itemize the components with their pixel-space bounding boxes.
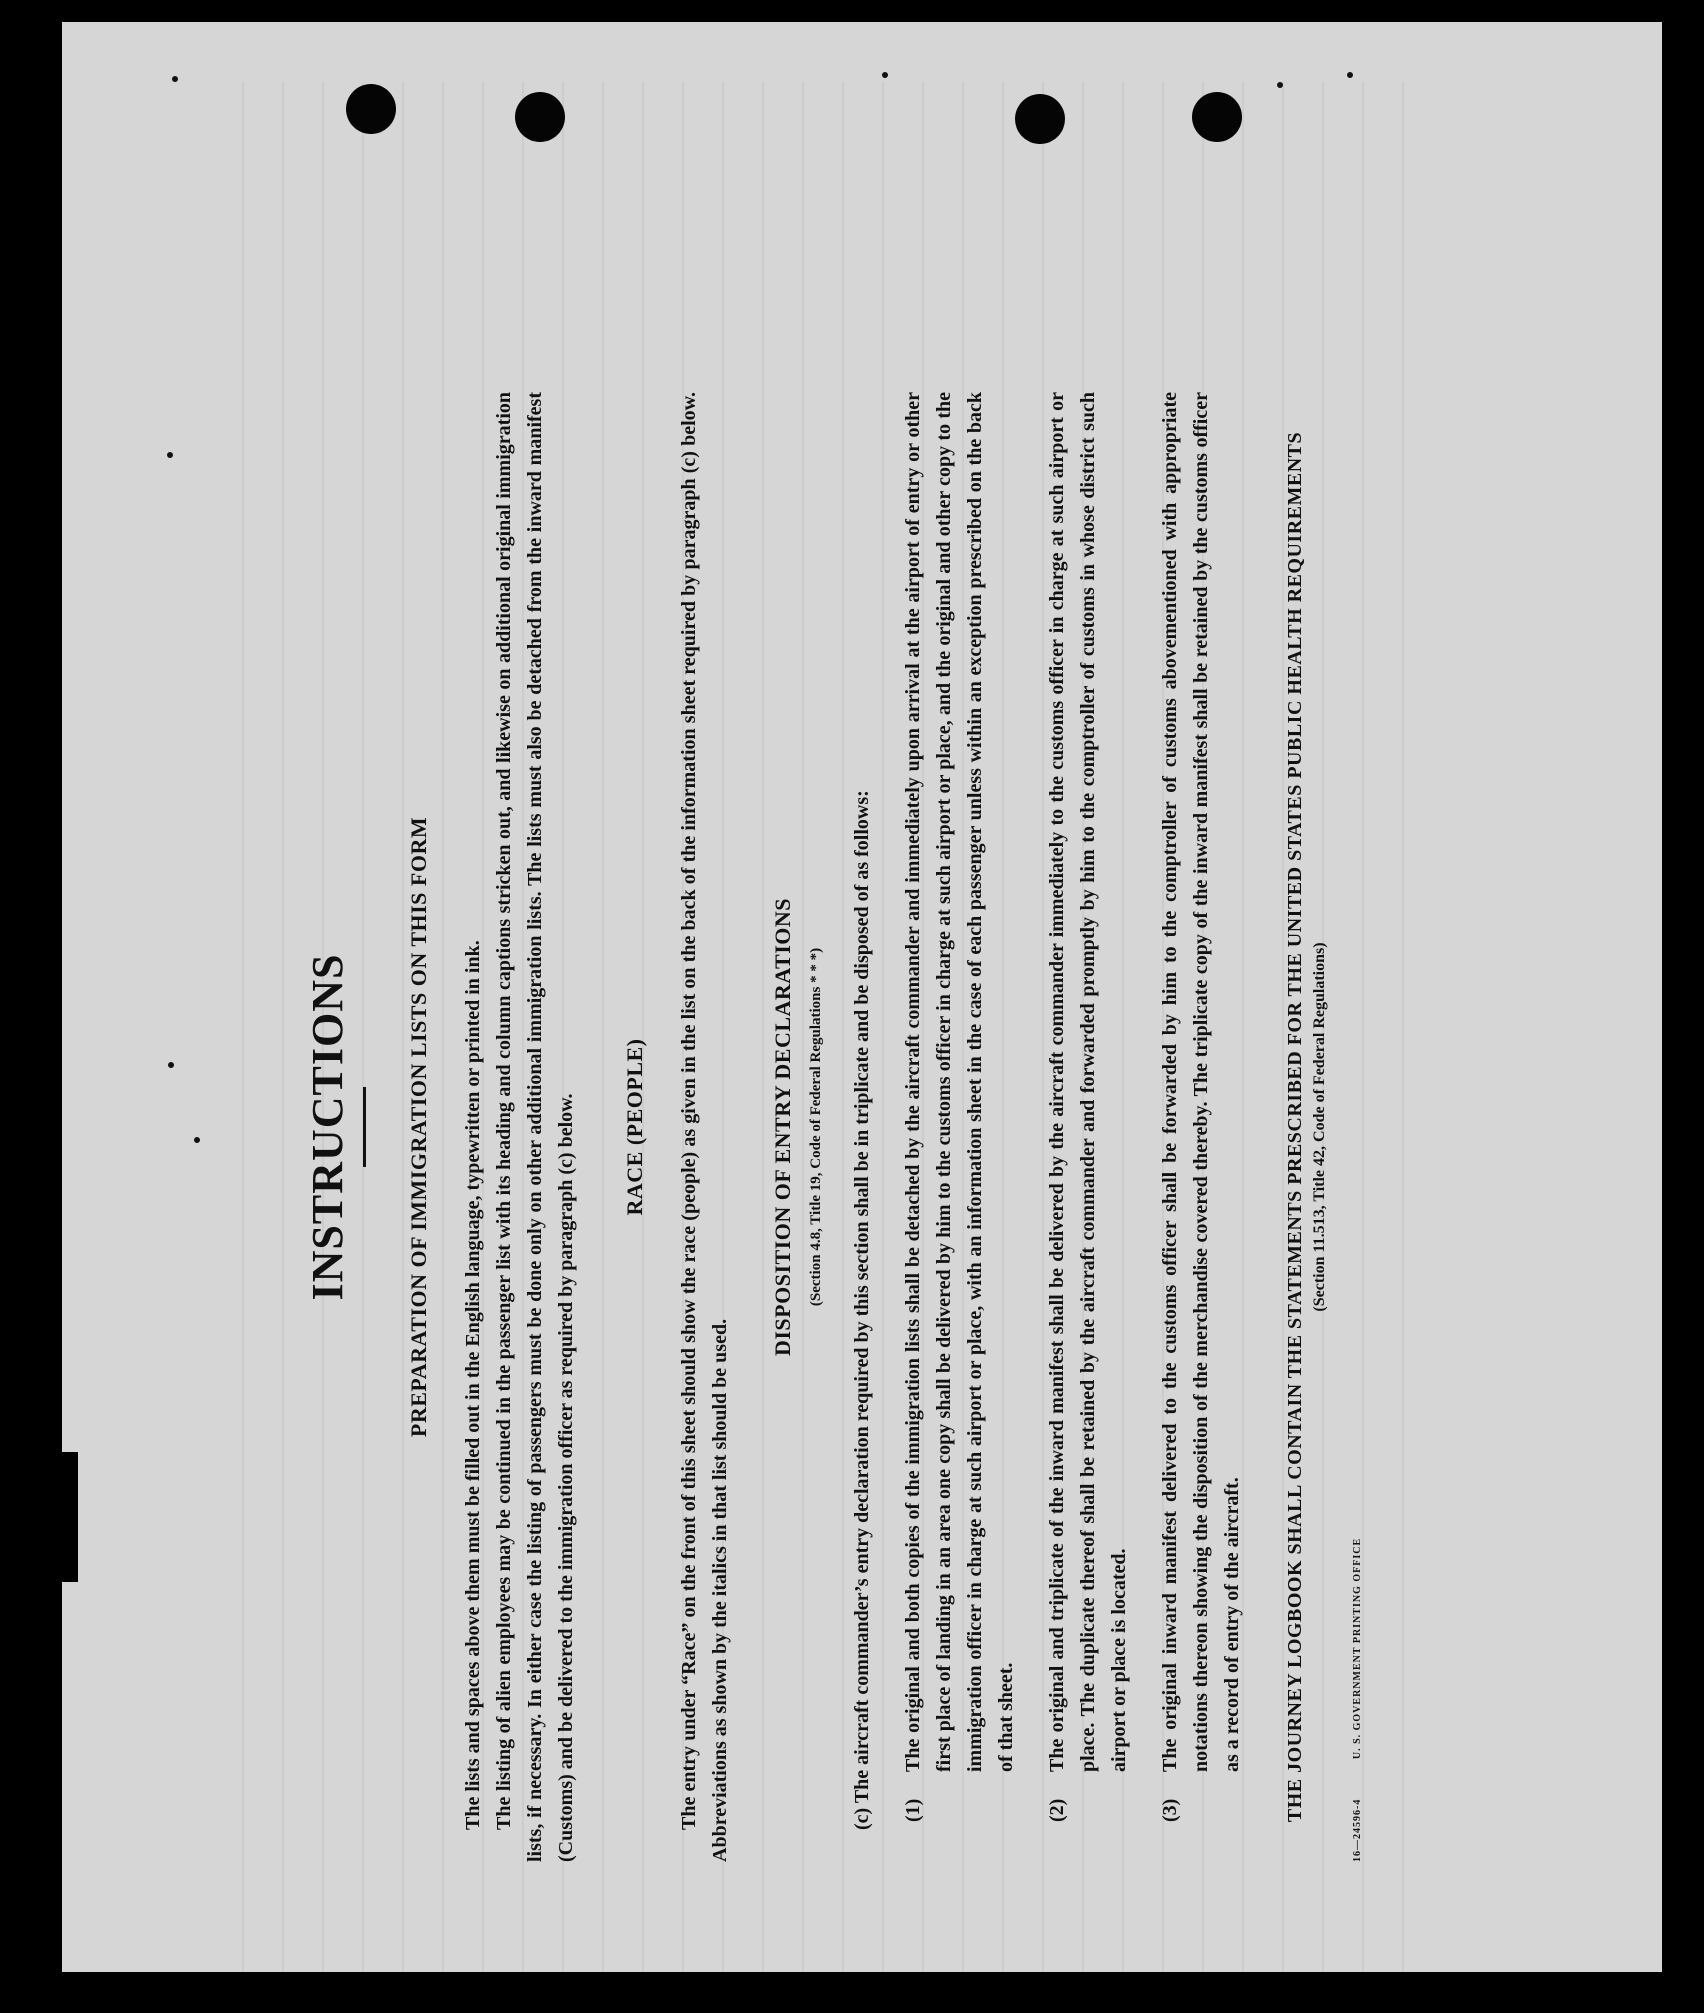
journey-logbook-statement: THE JOURNEY LOGBOOK SHALL CONTAIN THE STATEMENTS PRESCRIBED FOR THE UNITED STATES PUBLIC HEALTH REQUIREMENTS: [1284, 431, 1306, 1823]
punch-hole: [1015, 94, 1065, 144]
punch-hole: [1192, 92, 1242, 142]
form-number: 16—24596-4: [1352, 1798, 1363, 1862]
item-text: The original inward manifest delivered to the customs officer shall be forwarded by him to the comptroller of customs abovementioned with appropriate notations thereon showing the disposition of the merchandise covered thereby. The triplicate copy of the inward manifest shall be retained by the customs officer as a record of entry of the aircraft.: [1159, 392, 1243, 1772]
printer-imprint: [1352, 1502, 1363, 1862]
item-text: The original and both copies of the immigration lists shall be detached by the aircraft commander and immediately upon arrival at the airport of entry or other first place of landing in an area one copy shall be delivered by him to the customs officer in charge at such airport or place, and the original and other copy to the immigration officer in charge at such airport or place, with an information sheet in the case of each passenger unless within an exception prescribed on the back of that sheet.: [902, 392, 1017, 1772]
item-number: (1): [902, 1798, 924, 1822]
disposition-item: [1155, 392, 1248, 1862]
race-paragraph: The entry under “Race” on the front of this sheet should show the race (people) as given in the list on the back of the information sheet required by paragraph (c) below. Abbreviations as shown by the italics in that list should be used.: [678, 392, 731, 1862]
punch-hole: [346, 84, 396, 134]
disposition-item: [898, 392, 1022, 1862]
page-title: INSTRUCTIONS: [303, 953, 352, 1301]
document-page: [62, 22, 1662, 1972]
disposition-citation: (Section 4.8, Title 19, Code of Federal Regulations * * *): [808, 947, 824, 1307]
disposition-item: [1042, 392, 1135, 1862]
item-number: (2): [1046, 1798, 1068, 1822]
disposition-intro: (c) The aircraft commander’s entry declaration required by this section shall be in triplicate and be disposed of as follows:: [851, 790, 873, 1830]
page-notch: [62, 1452, 78, 1582]
item-text: The original and triplicate of the inward manifest shall be delivered by the aircraft commander immediately to the customs officer in charge at such airport or place. The duplicate thereof shall be retained by the aircraft commander and forwarded promptly by him to the comptroller of customs in whose district such airport or place is located.: [1046, 392, 1130, 1772]
printer-name: U. S. GOVERNMENT PRINTING OFFICE: [1352, 1537, 1363, 1760]
title-rule: [363, 1087, 366, 1167]
preparation-paragraph-2: The listing of alien employees may be continued in the passenger list with its heading and column captions stricken out, and likewise on additional original immigration lists, if necessary. In either case the listing of passengers must be done only on other additional immigration lists. The lists must also be detached from the inward manifest (Customs) and be delivered to the immigration officer as required by paragraph (c) below.: [493, 392, 577, 1862]
disposition-heading: DISPOSITION OF ENTRY DECLARATIONS: [770, 897, 795, 1357]
preparation-paragraph-1: The lists and spaces above them must be filled out in the English language, typewritten or printed in ink.: [462, 940, 484, 1830]
journey-citation: (Section 11.513, Title 42, Code of Federal Regulations): [1311, 942, 1328, 1312]
preparation-heading: PREPARATION OF IMMIGRATION LISTS ON THIS FORM: [406, 816, 431, 1438]
rotated-content: [162, 222, 1602, 1972]
race-heading: RACE (PEOPLE): [622, 1038, 647, 1216]
punch-hole: [515, 92, 565, 142]
item-number: (3): [1159, 1798, 1181, 1822]
